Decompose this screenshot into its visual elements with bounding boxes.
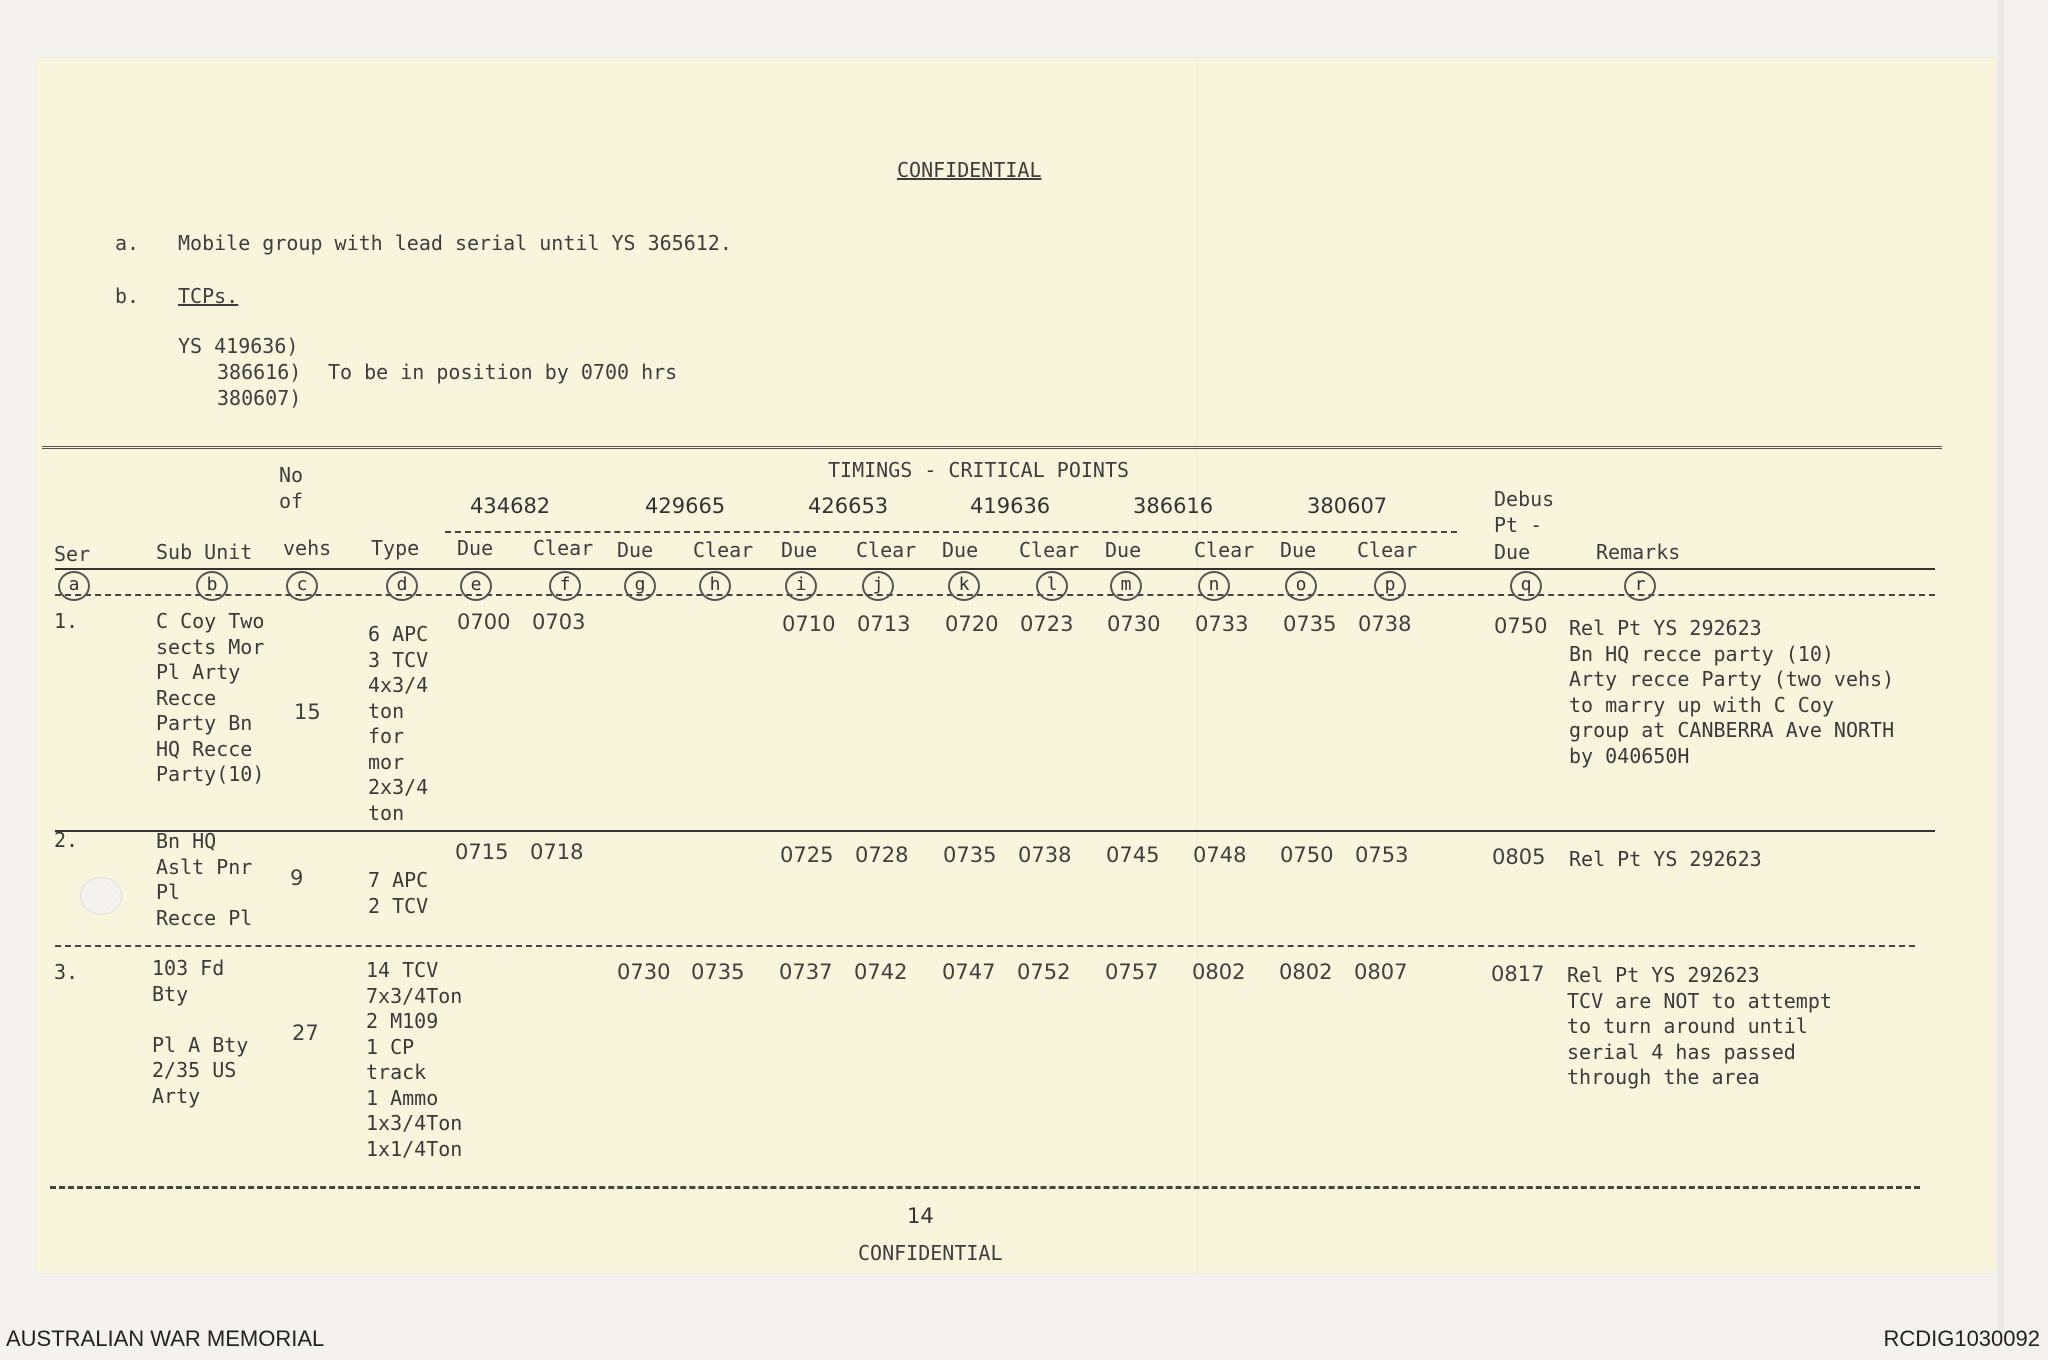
- timings-title: TIMINGS - CRITICAL POINTS: [828, 458, 1130, 482]
- punch-hole: [80, 877, 122, 915]
- column-letter: a: [58, 571, 90, 601]
- table-row-1-m: 0730: [1107, 612, 1161, 636]
- table-row-3-i: 0737: [779, 960, 833, 984]
- classification-bottom: CONFIDENTIAL: [858, 1241, 1003, 1265]
- table-row-1-vehs: 15: [294, 700, 321, 724]
- col-header-clear: Clear: [1357, 538, 1418, 562]
- column-letter: g: [624, 571, 656, 601]
- header-rule: [55, 568, 1935, 570]
- col-header-remarks: Remarks: [1596, 540, 1681, 564]
- table-row-3-o: 0802: [1279, 960, 1333, 984]
- tcp-line-1: YS 419636): [178, 334, 299, 358]
- col-header-clear: Clear: [1194, 538, 1255, 562]
- col-header-due: Due: [1494, 540, 1531, 564]
- table-row-3-remarks: Rel Pt YS 292623 TCV are NOT to attempt to turn around until serial 4 has passed through the area: [1567, 963, 1832, 1089]
- table-row-2-sub-unit: Bn HQ Aslt Pnr Pl Recce Pl: [156, 829, 253, 930]
- table-row-1-remarks: Rel Pt YS 292623 Bn HQ recce party (10) Arty recce Party (two vehs) to marry up with C Coy group at CANBERRA Ave NORTH by 040650H: [1569, 616, 1895, 768]
- table-row-2-vehs: 9: [290, 866, 304, 890]
- table-row-2-e: 0715: [455, 840, 509, 864]
- col-header-sub-unit: Sub Unit: [156, 540, 253, 564]
- col-header-due: Due: [617, 538, 654, 562]
- table-row-2-f: 0718: [530, 840, 584, 864]
- table-row-1-sub-unit: C Coy Two sects Mor Pl Arty Recce Party Bn HQ Recce Party(10): [156, 609, 265, 786]
- grid-ref: 429665: [645, 494, 726, 518]
- table-row-2-o: 0750: [1280, 843, 1334, 867]
- col-header-due: Due: [1105, 538, 1142, 562]
- table-row-3-m: 0757: [1105, 960, 1159, 984]
- row-2-rule: [55, 945, 1915, 947]
- table-row-2-m: 0745: [1106, 843, 1160, 867]
- table-row-3-q: 0817: [1491, 962, 1545, 986]
- table-row-2-q: 0805: [1492, 845, 1546, 869]
- para-a-label: a.: [115, 231, 140, 255]
- table-row-1-k: 0720: [945, 612, 999, 636]
- column-letter: b: [196, 571, 228, 601]
- grid-ref: 386616: [1133, 494, 1214, 518]
- column-letter: o: [1285, 571, 1317, 601]
- column-letter: i: [785, 571, 817, 601]
- page-number: 14: [907, 1204, 934, 1228]
- table-row-2-type: 7 APC 2 TCV: [368, 868, 429, 918]
- table-row-1-i: 0710: [782, 612, 836, 636]
- table-row-3-g: 0730: [617, 960, 671, 984]
- table-row-2-l: 0738: [1018, 843, 1072, 867]
- tcp-note: To be in position by 0700 hrs: [328, 360, 678, 384]
- table-row-3-sub-unit: 103 Fd Bty Pl A Bty 2/35 US Arty: [152, 956, 249, 1108]
- table-row-1-e: 0700: [457, 610, 511, 634]
- column-letter: f: [549, 571, 581, 601]
- column-letter: m: [1110, 571, 1142, 601]
- column-letter: e: [460, 571, 492, 601]
- column-letter: j: [862, 571, 894, 601]
- table-row-1-f: 0703: [532, 610, 586, 634]
- grid-ref: 380607: [1307, 494, 1388, 518]
- col-header-ser: Ser: [54, 542, 91, 566]
- table-bottom-rule: [50, 1186, 1920, 1189]
- col-header-clear: Clear: [693, 538, 754, 562]
- para-a-text: Mobile group with lead serial until YS 365612.: [178, 231, 732, 255]
- archive-id: RCDIG1030092: [1883, 1326, 2040, 1351]
- table-row-3-type: 14 TCV 7x3/4Ton 2 M109 1 CP track 1 Ammo 1x3/4Ton 1x1/4Ton: [366, 958, 463, 1161]
- col-header-due: Due: [781, 538, 818, 562]
- para-b-label: b.: [115, 284, 140, 308]
- table-row-3-j: 0742: [854, 960, 908, 984]
- column-letter: k: [948, 571, 980, 601]
- grid-ref: 426653: [808, 494, 889, 518]
- table-row-2-p: 0753: [1355, 843, 1409, 867]
- table-row-1-ser: 1.: [54, 609, 79, 633]
- col-header-due: Due: [942, 538, 979, 562]
- col-header-clear: Clear: [533, 536, 594, 560]
- classification-top: CONFIDENTIAL: [897, 158, 1042, 182]
- table-row-3-ser: 3.: [54, 960, 79, 984]
- table-row-2-j: 0728: [855, 843, 909, 867]
- para-b-text: TCPs.: [178, 284, 239, 308]
- table-row-3-h: 0735: [691, 960, 745, 984]
- table-row-2-ser: 2.: [54, 828, 79, 852]
- no-of-label: No of: [279, 463, 304, 513]
- column-letter: r: [1624, 571, 1656, 601]
- table-row-3-l: 0752: [1017, 960, 1071, 984]
- tcp-line-3: 380607): [217, 386, 302, 410]
- table-row-1-o: 0735: [1283, 612, 1337, 636]
- table-top-rule: [42, 446, 1942, 449]
- table-row-1-n: 0733: [1195, 612, 1249, 636]
- table-row-3-vehs: 27: [292, 1021, 319, 1045]
- col-header-due: Due: [1280, 538, 1317, 562]
- table-row-1-q: 0750: [1494, 614, 1548, 638]
- column-letter: d: [386, 571, 418, 601]
- table-row-3-n: 0802: [1192, 960, 1246, 984]
- debus-label: Debus Pt -: [1494, 487, 1555, 537]
- paper-fold: [1196, 58, 1198, 1273]
- table-row-3-k: 0747: [942, 960, 996, 984]
- archive-credit: AUSTRALIAN WAR MEMORIAL: [6, 1326, 325, 1351]
- table-row-3-p: 0807: [1354, 960, 1408, 984]
- col-header-clear: Clear: [856, 538, 917, 562]
- grid-ref: 419636: [970, 494, 1051, 518]
- table-row-2-remarks: Rel Pt YS 292623: [1569, 847, 1762, 871]
- column-letter: q: [1510, 571, 1542, 601]
- scan-edge: [1998, 0, 2004, 1330]
- column-letter: p: [1374, 571, 1406, 601]
- table-row-1-j: 0713: [857, 612, 911, 636]
- grid-ref: 434682: [470, 494, 551, 518]
- table-row-2-n: 0748: [1193, 843, 1247, 867]
- table-row-1-type: 6 APC 3 TCV 4x3/4 ton for mor 2x3/4 ton: [368, 622, 429, 825]
- column-letter: n: [1198, 571, 1230, 601]
- col-header-due: Due: [457, 536, 494, 560]
- tcp-line-2: 386616): [217, 360, 302, 384]
- col-header-type: Type: [371, 536, 420, 560]
- grid-ref-underline: [445, 531, 1457, 533]
- table-row-2-k: 0735: [943, 843, 997, 867]
- row-1-rule: [55, 830, 1935, 832]
- col-header-vehs: vehs: [283, 536, 332, 560]
- column-letter: h: [699, 571, 731, 601]
- table-row-1-l: 0723: [1020, 612, 1074, 636]
- table-row-1-p: 0738: [1358, 612, 1412, 636]
- column-letter: c: [286, 571, 318, 601]
- table-row-2-i: 0725: [780, 843, 834, 867]
- col-header-clear: Clear: [1019, 538, 1080, 562]
- column-letter: l: [1036, 571, 1068, 601]
